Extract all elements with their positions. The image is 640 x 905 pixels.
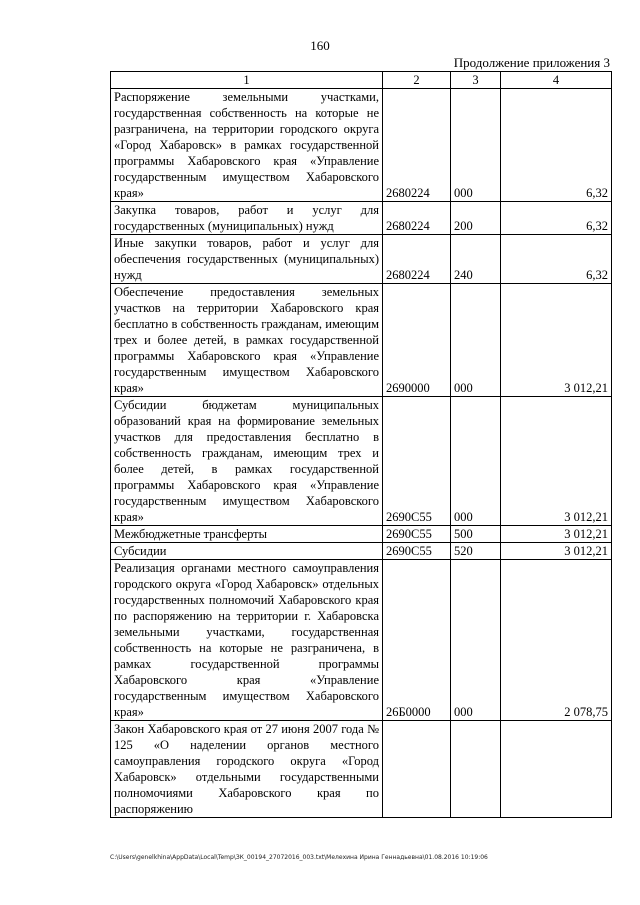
row-sum: 6,32 <box>501 235 612 284</box>
row-type: 000 <box>451 397 501 526</box>
continuation-label: Продолжение приложения 3 <box>453 55 610 70</box>
row-type: 200 <box>451 202 501 235</box>
row-type <box>451 721 501 818</box>
row-type: 000 <box>451 284 501 397</box>
table-row <box>111 235 612 284</box>
row-type: 240 <box>451 235 501 284</box>
row-sum: 3 012,21 <box>501 284 612 397</box>
page-number: 160 <box>310 38 330 53</box>
row-code: 2690С55 <box>383 397 451 526</box>
table-row <box>111 202 612 235</box>
row-sum: 3 012,21 <box>501 526 612 543</box>
row-name: Закон Хабаровского края от 27 июня 2007 года № 125 «О наделении органов местного самоуправления городского округа «Город Хабаровск» отдельными государственными полномочиями Хабаровского края по распоряжению <box>111 721 383 818</box>
row-name: Межбюджетные трансферты <box>111 526 383 543</box>
table-row <box>111 560 612 721</box>
row-code: 2680224 <box>383 235 451 284</box>
header-col-4: 4 <box>501 72 612 89</box>
row-code <box>383 721 451 818</box>
budget-table <box>110 71 612 818</box>
table-row <box>111 89 612 202</box>
row-type: 520 <box>451 543 501 560</box>
table-row <box>111 543 612 560</box>
row-name: Обеспечение предоставления земельных участков на территории Хабаровского края бесплатно в собственность гражданам, имеющим трех и более детей, в рамках государственной программы Хабаровского края «Управление государственным имуществом Хабаровского края» <box>111 284 383 397</box>
row-sum: 3 012,21 <box>501 397 612 526</box>
row-sum <box>501 721 612 818</box>
row-type: 000 <box>451 560 501 721</box>
row-sum: 6,32 <box>501 202 612 235</box>
header-col-2: 2 <box>383 72 451 89</box>
row-code: 2680224 <box>383 89 451 202</box>
row-type: 500 <box>451 526 501 543</box>
row-code: 26Б0000 <box>383 560 451 721</box>
table-row <box>111 526 612 543</box>
row-code: 2680224 <box>383 202 451 235</box>
table-row <box>111 397 612 526</box>
file-path-footer: C:\Users\genelkhina\AppData\Local\Temp\ЗК_00194_27072016_003.txt\Мелехина Ирина Геннадьевна\01.08.2016 10:19:06 <box>110 854 488 861</box>
row-name: Иные закупки товаров, работ и услуг для обеспечения государственных (муниципальных) нужд <box>111 235 383 284</box>
row-name: Субсидии <box>111 543 383 560</box>
header-col-3: 3 <box>451 72 501 89</box>
row-sum: 6,32 <box>501 89 612 202</box>
row-name: Закупка товаров, работ и услуг для государственных (муниципальных) нужд <box>111 202 383 235</box>
header-col-1: 1 <box>111 72 383 89</box>
table-row <box>111 721 612 818</box>
table-header-row <box>111 72 612 89</box>
row-type: 000 <box>451 89 501 202</box>
row-name: Распоряжение земельными участками, государственная собственность на которые не разграничена, на территории городского округа «Город Хабаровск» в рамках государственной программы Хабаровского края «Управление государственным имуществом Хабаровского края» <box>111 89 383 202</box>
row-code: 2690С55 <box>383 543 451 560</box>
row-code: 2690000 <box>383 284 451 397</box>
row-name: Реализация органами местного самоуправления городского округа «Город Хабаровск» отдельных государственных полномочий Хабаровского края по распоряжению на территории г. Хабаровска земельными участками, государственная собственность на которые не разграничена, в рамках государственной программы Хабаровского края «Управление государственным имуществом Хабаровского края» <box>111 560 383 721</box>
row-sum: 2 078,75 <box>501 560 612 721</box>
row-code: 2690С55 <box>383 526 451 543</box>
row-name: Субсидии бюджетам муниципальных образований края на формирование земельных участков для предоставления бесплатно в собственность гражданам, имеющим трех и более детей, в рамках государственной программы Хабаровского края «Управление государственным имуществом Хабаровского края» <box>111 397 383 526</box>
row-sum: 3 012,21 <box>501 543 612 560</box>
table-row <box>111 284 612 397</box>
